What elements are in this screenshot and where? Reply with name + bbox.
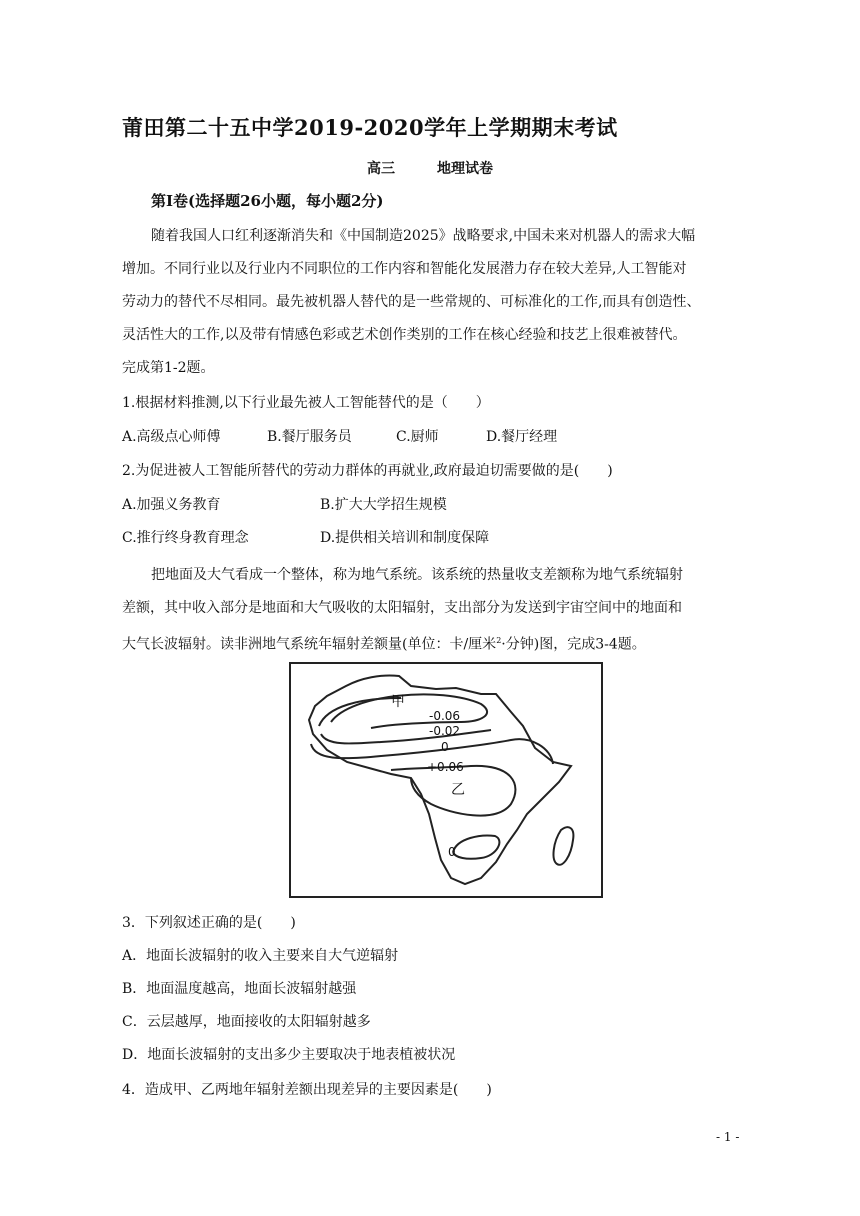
question-2-option: A.加强义务教育 bbox=[122, 497, 221, 513]
passage-line: 差额，其中收入部分是地面和大气吸收的太阳辐射，支出部分为发送到宇宙空间中的地面和 bbox=[122, 600, 682, 616]
question-3-option: B．地面温度越高，地面长波辐射越强 bbox=[122, 981, 357, 997]
madagascar-outline bbox=[554, 827, 574, 865]
africa-map-svg bbox=[291, 664, 601, 896]
contour-label: 0 bbox=[441, 740, 449, 754]
question-1-stem: 1.根据材料推测,以下行业最先被人工智能替代的是（ ） bbox=[122, 395, 490, 411]
question-1-option: A.高级点心师傅 bbox=[122, 429, 221, 445]
section-heading: 第Ⅰ卷(选择题26小题，每小题2分) bbox=[151, 192, 384, 210]
contour-label: -0.06 bbox=[429, 709, 461, 723]
isoline-minus-006 bbox=[331, 694, 487, 728]
contour-label: -0.02 bbox=[429, 724, 461, 738]
page-number: - 1 - bbox=[716, 1130, 740, 1144]
question-3-option: C．云层越厚，地面接收的太阳辐射越多 bbox=[122, 1014, 371, 1030]
page-title: 莆田第二十五中学2019-2020学年上学期期末考试 bbox=[122, 115, 618, 140]
isoline-minus-002 bbox=[319, 698, 491, 744]
question-1-option: B.餐厅服务员 bbox=[267, 429, 352, 445]
contour-label: +0.06 bbox=[427, 760, 464, 774]
question-3-stem: 3．下列叙述正确的是( ) bbox=[122, 915, 296, 931]
map-label-yi: 乙 bbox=[451, 782, 465, 798]
question-2-option: D.提供相关培训和制度保障 bbox=[320, 530, 490, 546]
map-label-jia: 甲 bbox=[391, 694, 405, 710]
passage-line bbox=[122, 631, 646, 655]
africa-outline bbox=[309, 675, 571, 884]
passage-text: 大气长波辐射。读非洲地气系统年辐射差额量(单位：卡/厘米 bbox=[122, 636, 497, 653]
passage-line: 完成第1-2题。 bbox=[122, 360, 215, 376]
question-2-option: B.扩大大学招生规模 bbox=[320, 497, 447, 513]
superscript-2: 2 bbox=[496, 636, 502, 645]
isoline-zero-south bbox=[453, 836, 499, 859]
question-3-option: A．地面长波辐射的收入主要来自大气逆辐射 bbox=[122, 948, 399, 964]
passage-line: 增加。不同行业以及行业内不同职位的工作内容和智能化发展潜力存在较大差异,人工智能对 bbox=[122, 261, 687, 277]
africa-radiation-map bbox=[289, 662, 603, 898]
contour-label: 0 bbox=[448, 845, 456, 859]
passage-line: 把地面及大气看成一个整体，称为地气系统。该系统的热量收支差额称为地气系统辐射 bbox=[151, 567, 683, 583]
question-1-option: C.厨师 bbox=[396, 429, 439, 445]
question-4-stem: 4．造成甲、乙两地年辐射差额出现差异的主要因素是( ) bbox=[122, 1082, 492, 1098]
passage-line: 灵活性大的工作,以及带有情感色彩或艺术创作类别的工作在核心经验和技艺上很难被替代。 bbox=[122, 327, 687, 343]
question-2-option: C.推行终身教育理念 bbox=[122, 530, 249, 546]
question-3-option: D．地面长波辐射的支出多少主要取决于地表植被状况 bbox=[122, 1047, 456, 1063]
subject-label: 地理试卷 bbox=[437, 161, 493, 177]
passage-line: 随着我国人口红利逐渐消失和《中国制造2025》战略要求,中国未来对机器人的需求大幅 bbox=[151, 228, 696, 244]
grade-label: 高三 bbox=[367, 161, 395, 177]
exam-subtitle bbox=[0, 158, 860, 178]
passage-text: ·分钟)图，完成3-4题。 bbox=[501, 636, 646, 653]
passage-line: 劳动力的替代不尽相同。最先被机器人替代的是一些常规的、可标准化的工作,而具有创造性、 bbox=[122, 294, 701, 310]
question-2-stem: 2.为促进被人工智能所替代的劳动力群体的再就业,政府最迫切需要做的是( ) bbox=[122, 463, 613, 479]
question-1-option: D.餐厅经理 bbox=[486, 429, 558, 445]
